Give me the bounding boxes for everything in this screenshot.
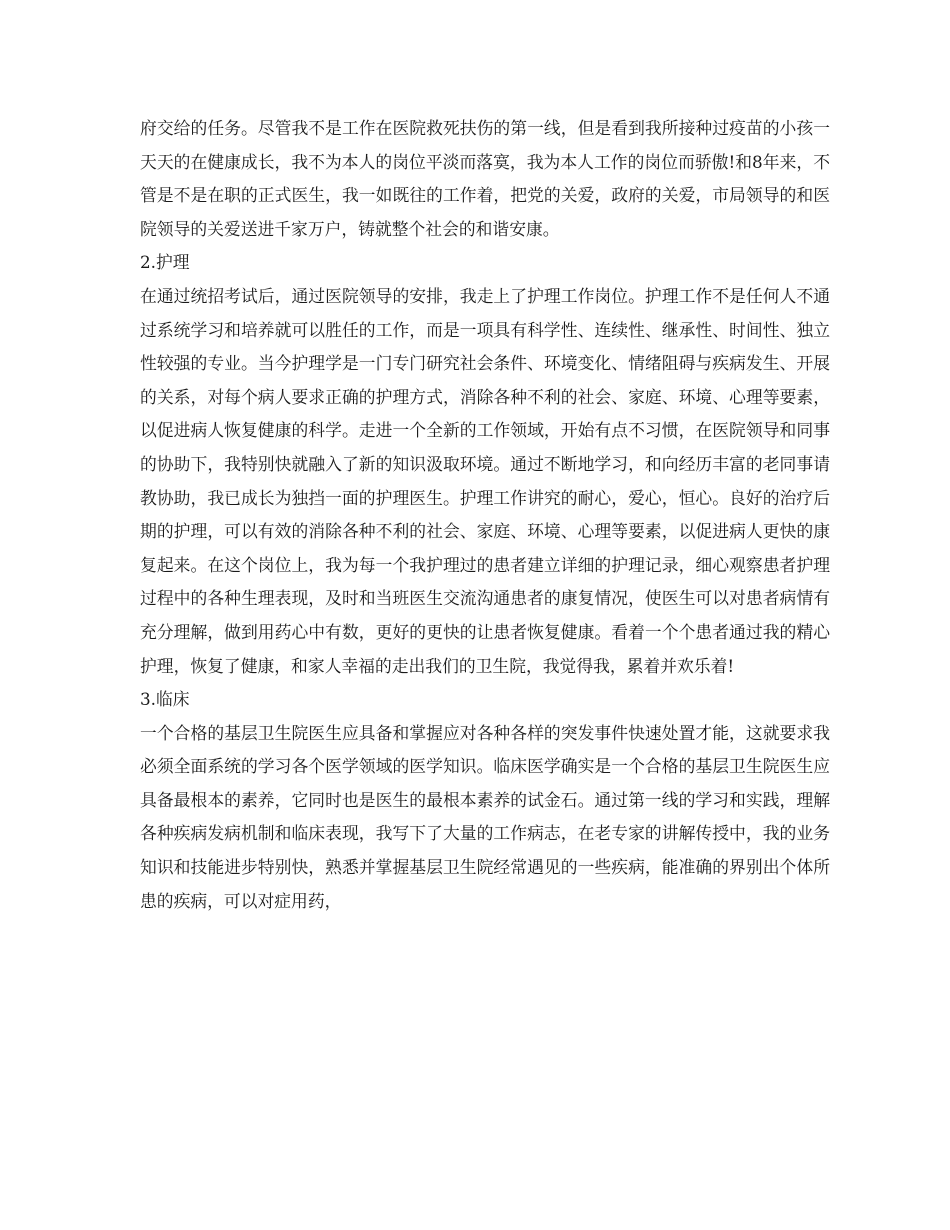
paragraph-clinical: 一个合格的基层卫生院医生应具备和掌握应对各种各样的突发事件快速处置才能，这就要求我必须全面系统的学习各个医学领域的医学知识。临床医学确实是一个合格的基层卫生院医生应具备最根本的素养，它同时也是医生的最根本素养的试金石。通过第一线的学习和实践，理解各种疾病发病机制和临床表现，我写下了大量的工作病志，在老专家的讲解传授中，我的业务知识和技能进步特别快，熟悉并掌握基层卫生院经常遇见的一些疾病，能准确的界别出个体所患的疾病，可以对症用药， xyxy=(140,722,830,911)
paragraph-nursing: 在通过统招考试后，通过医院领导的安排，我走上了护理工作岗位。护理工作不是任何人不通过系统学习和培养就可以胜任的工作，而是一项具有科学性、连续性、继承性、时间性、独立性较强的专业。当今护理学是一门专门研究社会条件、环境变化、情绪阻碍与疾病发生、开展的关系，对每个病人要求正确的护理方式，消除各种不利的社会、家庭、环境、心理等要素，以促进病人恢复健康的科学。走进一个全新的工作领域，开始有点不习惯，在医院领导和同事的协助下，我特别快就融入了新的知识汲取环境。通过不断地学习，和向经历丰富的老同事请教协助，我已成长为独挡一面的护理医生。护理工作讲究的耐心，爱心，恒心。良好的治疗后期的护理，可以有效的消除各种不利的社会、家庭、环境、心理等要素，以促进病人更快的康复起来。在这个岗位上，我为每一个我护理过的患者建立详细的护理记录，细心观察患者护理过程中的各种生理表现，及时和当班医生交流沟通患者的康复情况，使医生可以对患者病情有充分理解，做到用药心中有数，更好的更快的让患者恢复健康。看着一个个患者通过我的精心护理，恢复了健康，和家人幸福的走出我们的卫生院，我觉得我，累着并欢乐着! xyxy=(140,285,830,676)
document-body xyxy=(140,112,830,918)
paragraph-intro-continued: 府交给的任务。尽管我不是工作在医院救死扶伤的第一线，但是看到我所接种过疫苗的小孩一天天的在健康成长，我不为本人的岗位平淡而落寞，我为本人工作的岗位而骄傲!和8年来，不管是不是在职的正式医生，我一如既往的工作着，把党的关爱，政府的关爱，市局领导的和医院领导的关爱送进千家万户，铸就整个社会的和谐安康。 xyxy=(140,118,830,239)
section-heading-clinical: 3.临床 xyxy=(140,689,190,710)
section-heading-nursing: 2.护理 xyxy=(140,252,190,273)
